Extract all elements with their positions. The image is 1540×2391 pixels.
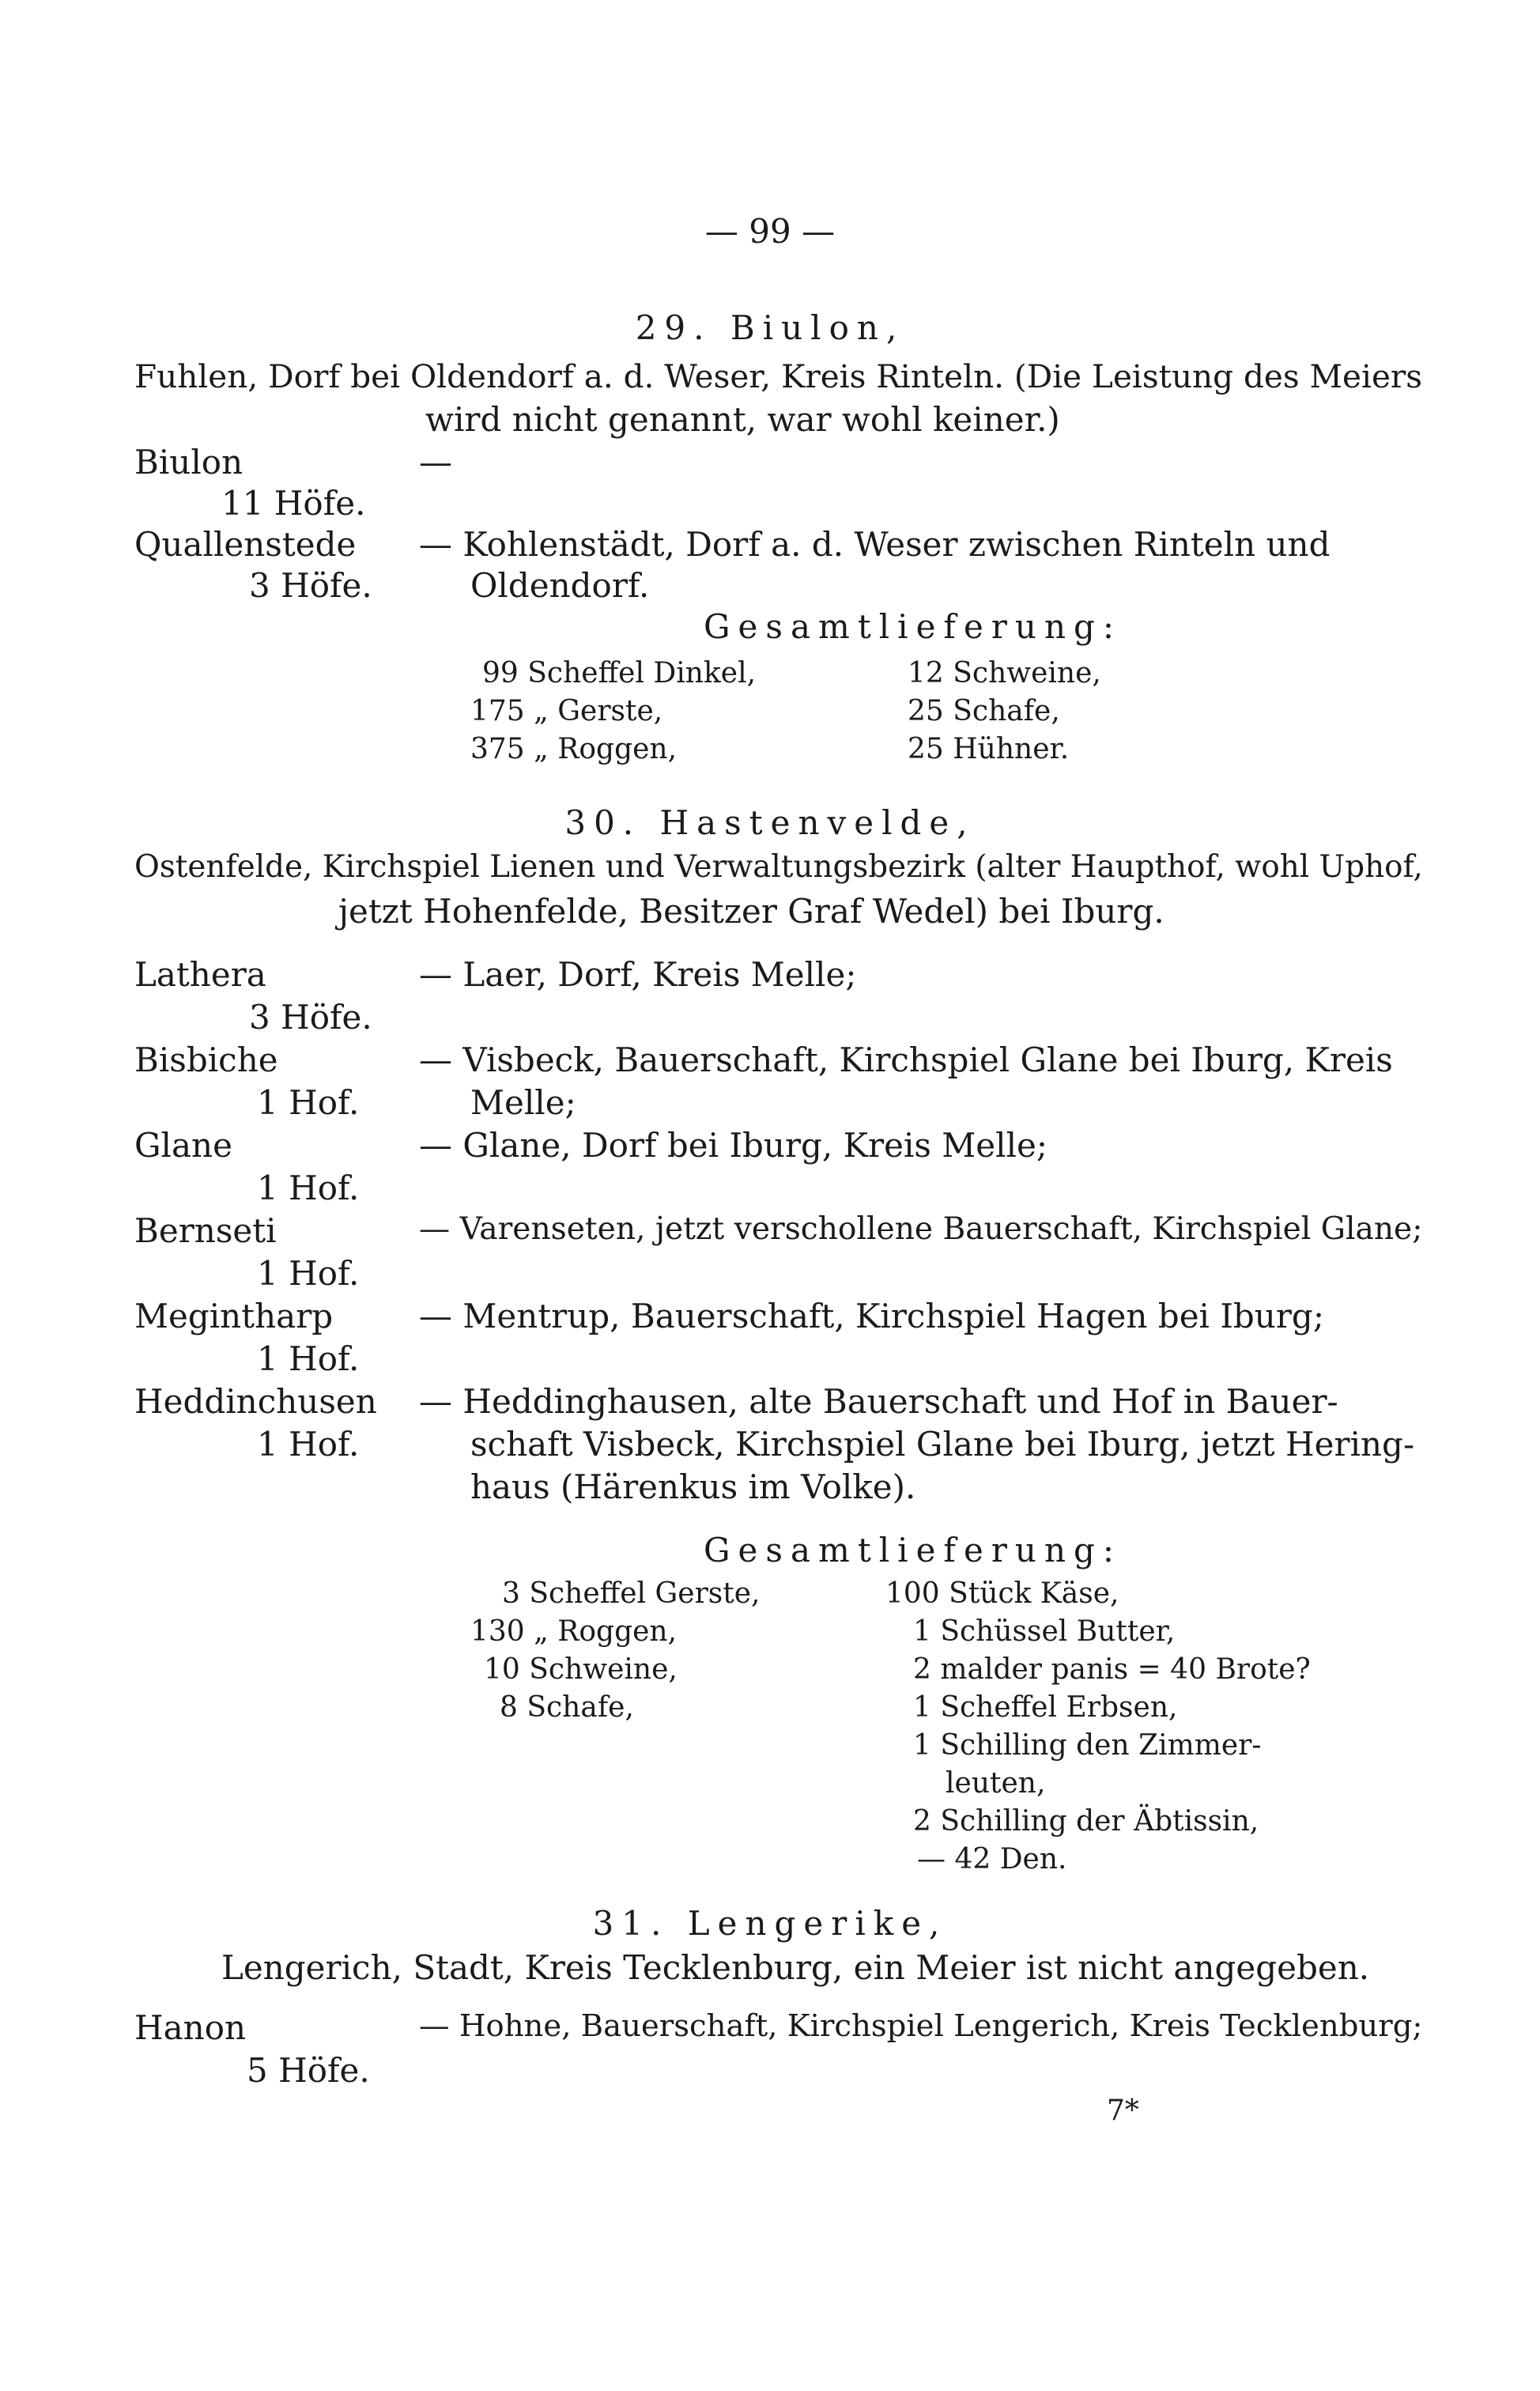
entry-text: — Glane, Dorf bei Iburg, Kreis Melle; (419, 1126, 1048, 1165)
entry-name: Glane (134, 1126, 232, 1165)
entry-text: — Hohne, Bauerschaft, Kirchspiel Lengerich, Kreis Tecklenburg; (419, 2008, 1423, 2044)
total-item: 8 Schafe, (500, 1691, 634, 1724)
entry-text: Melle; (470, 1083, 576, 1122)
entry-count: 3 Höfe. (249, 566, 372, 605)
total-item: 12 Schweine, (908, 657, 1101, 689)
section-30-title: 30. Hastenvelde, (564, 803, 976, 842)
total-item: leuten, (946, 1767, 1046, 1800)
section-30-desc-line2: jetzt Hohenfelde, Besitzer Graf Wedel) bei Iburg. (338, 892, 1164, 931)
section-29-desc-line1: Fuhlen, Dorf bei Oldendorf a. d. Weser, Kreis Rinteln. (Die Leistung des Meiers (134, 357, 1423, 395)
entry-name: Quallenstede (134, 525, 357, 564)
entry-text: — Visbeck, Bauerschaft, Kirchspiel Glane bei Iburg, Kreis (419, 1041, 1393, 1079)
total-item: 25 Hühner. (908, 733, 1070, 765)
entry-count: 3 Höfe. (249, 998, 372, 1037)
page-number: — 99 — (704, 212, 836, 251)
entry-count: 1 Hof. (257, 1339, 360, 1378)
entry-count: 1 Hof. (257, 1254, 360, 1293)
total-item: 1 Scheffel Erbsen, (913, 1691, 1178, 1724)
entry-name: Hanon (134, 2008, 247, 2047)
entry-text: — Laer, Dorf, Kreis Melle; (419, 955, 857, 994)
entry-name: Heddinchusen (134, 1382, 377, 1421)
total-item: 130 „ Roggen, (470, 1615, 678, 1648)
total-item: 3 Scheffel Gerste, (502, 1577, 761, 1610)
entry-text: — Heddinghausen, alte Bauerschaft und Hof in Bauer- (419, 1382, 1338, 1421)
entry-text: haus (Härenkus im Volke). (470, 1467, 916, 1506)
entry-text: — Varenseten, jetzt verschollene Bauerschaft, Kirchspiel Glane; (419, 1211, 1423, 1247)
printer-signature: 7* (1107, 2094, 1139, 2127)
total-item: 100 Stück Käse, (885, 1577, 1119, 1610)
total-item: 10 Schweine, (484, 1653, 678, 1686)
section-31-desc-line1: Lengerich, Stadt, Kreis Tecklenburg, ein Meier ist nicht angegeben. (221, 1948, 1370, 1987)
total-heading: Gesamtlieferung: (704, 607, 1123, 646)
entry-name: Bisbiche (134, 1041, 278, 1079)
entry-name: Megintharp (134, 1297, 334, 1335)
total-item: — 42 Den. (917, 1843, 1067, 1875)
entry-name: Lathera (134, 955, 266, 994)
total-item: 1 Schilling den Zimmer- (913, 1729, 1262, 1762)
section-29-title: 29. Biulon, (635, 308, 905, 347)
entry-text: — Kohlenstädt, Dorf a. d. Weser zwischen Rinteln und (419, 525, 1331, 564)
total-item: 2 malder panis = 40 Brote? (913, 1653, 1311, 1686)
section-31-title: 31. Lengerike, (592, 1904, 948, 1943)
total-item: 99 Scheffel Dinkel, (482, 657, 757, 689)
entry-name: Biulon (134, 443, 243, 482)
entry-text: schaft Visbeck, Kirchspiel Glane bei Iburg, jetzt Hering- (470, 1425, 1415, 1464)
entry-dash: — (419, 443, 452, 482)
total-item: 25 Schafe, (908, 695, 1060, 727)
entry-count: 11 Höfe. (221, 484, 366, 523)
total-item: 175 „ Gerste, (470, 695, 663, 727)
entry-text: — Mentrup, Bauerschaft, Kirchspiel Hagen bei Iburg; (419, 1297, 1324, 1335)
total-item: 1 Schüssel Butter, (913, 1615, 1176, 1648)
section-29-desc-line2: wird nicht genannt, war wohl keiner.) (425, 400, 1060, 439)
entry-count: 5 Höfe. (247, 2051, 370, 2090)
total-heading: Gesamtlieferung: (704, 1531, 1123, 1569)
entry-count: 1 Hof. (257, 1083, 360, 1122)
entry-count: 1 Hof. (257, 1169, 360, 1207)
entry-count: 1 Hof. (257, 1425, 360, 1464)
total-item: 2 Schilling der Äbtissin, (913, 1805, 1259, 1838)
total-item: 375 „ Roggen, (470, 733, 678, 765)
section-30-desc-line1: Ostenfelde, Kirchspiel Lienen und Verwaltungsbezirk (alter Haupthof, wohl Uphof, (134, 849, 1423, 885)
entry-name: Bernseti (134, 1211, 277, 1250)
entry-text: Oldendorf. (470, 566, 650, 605)
